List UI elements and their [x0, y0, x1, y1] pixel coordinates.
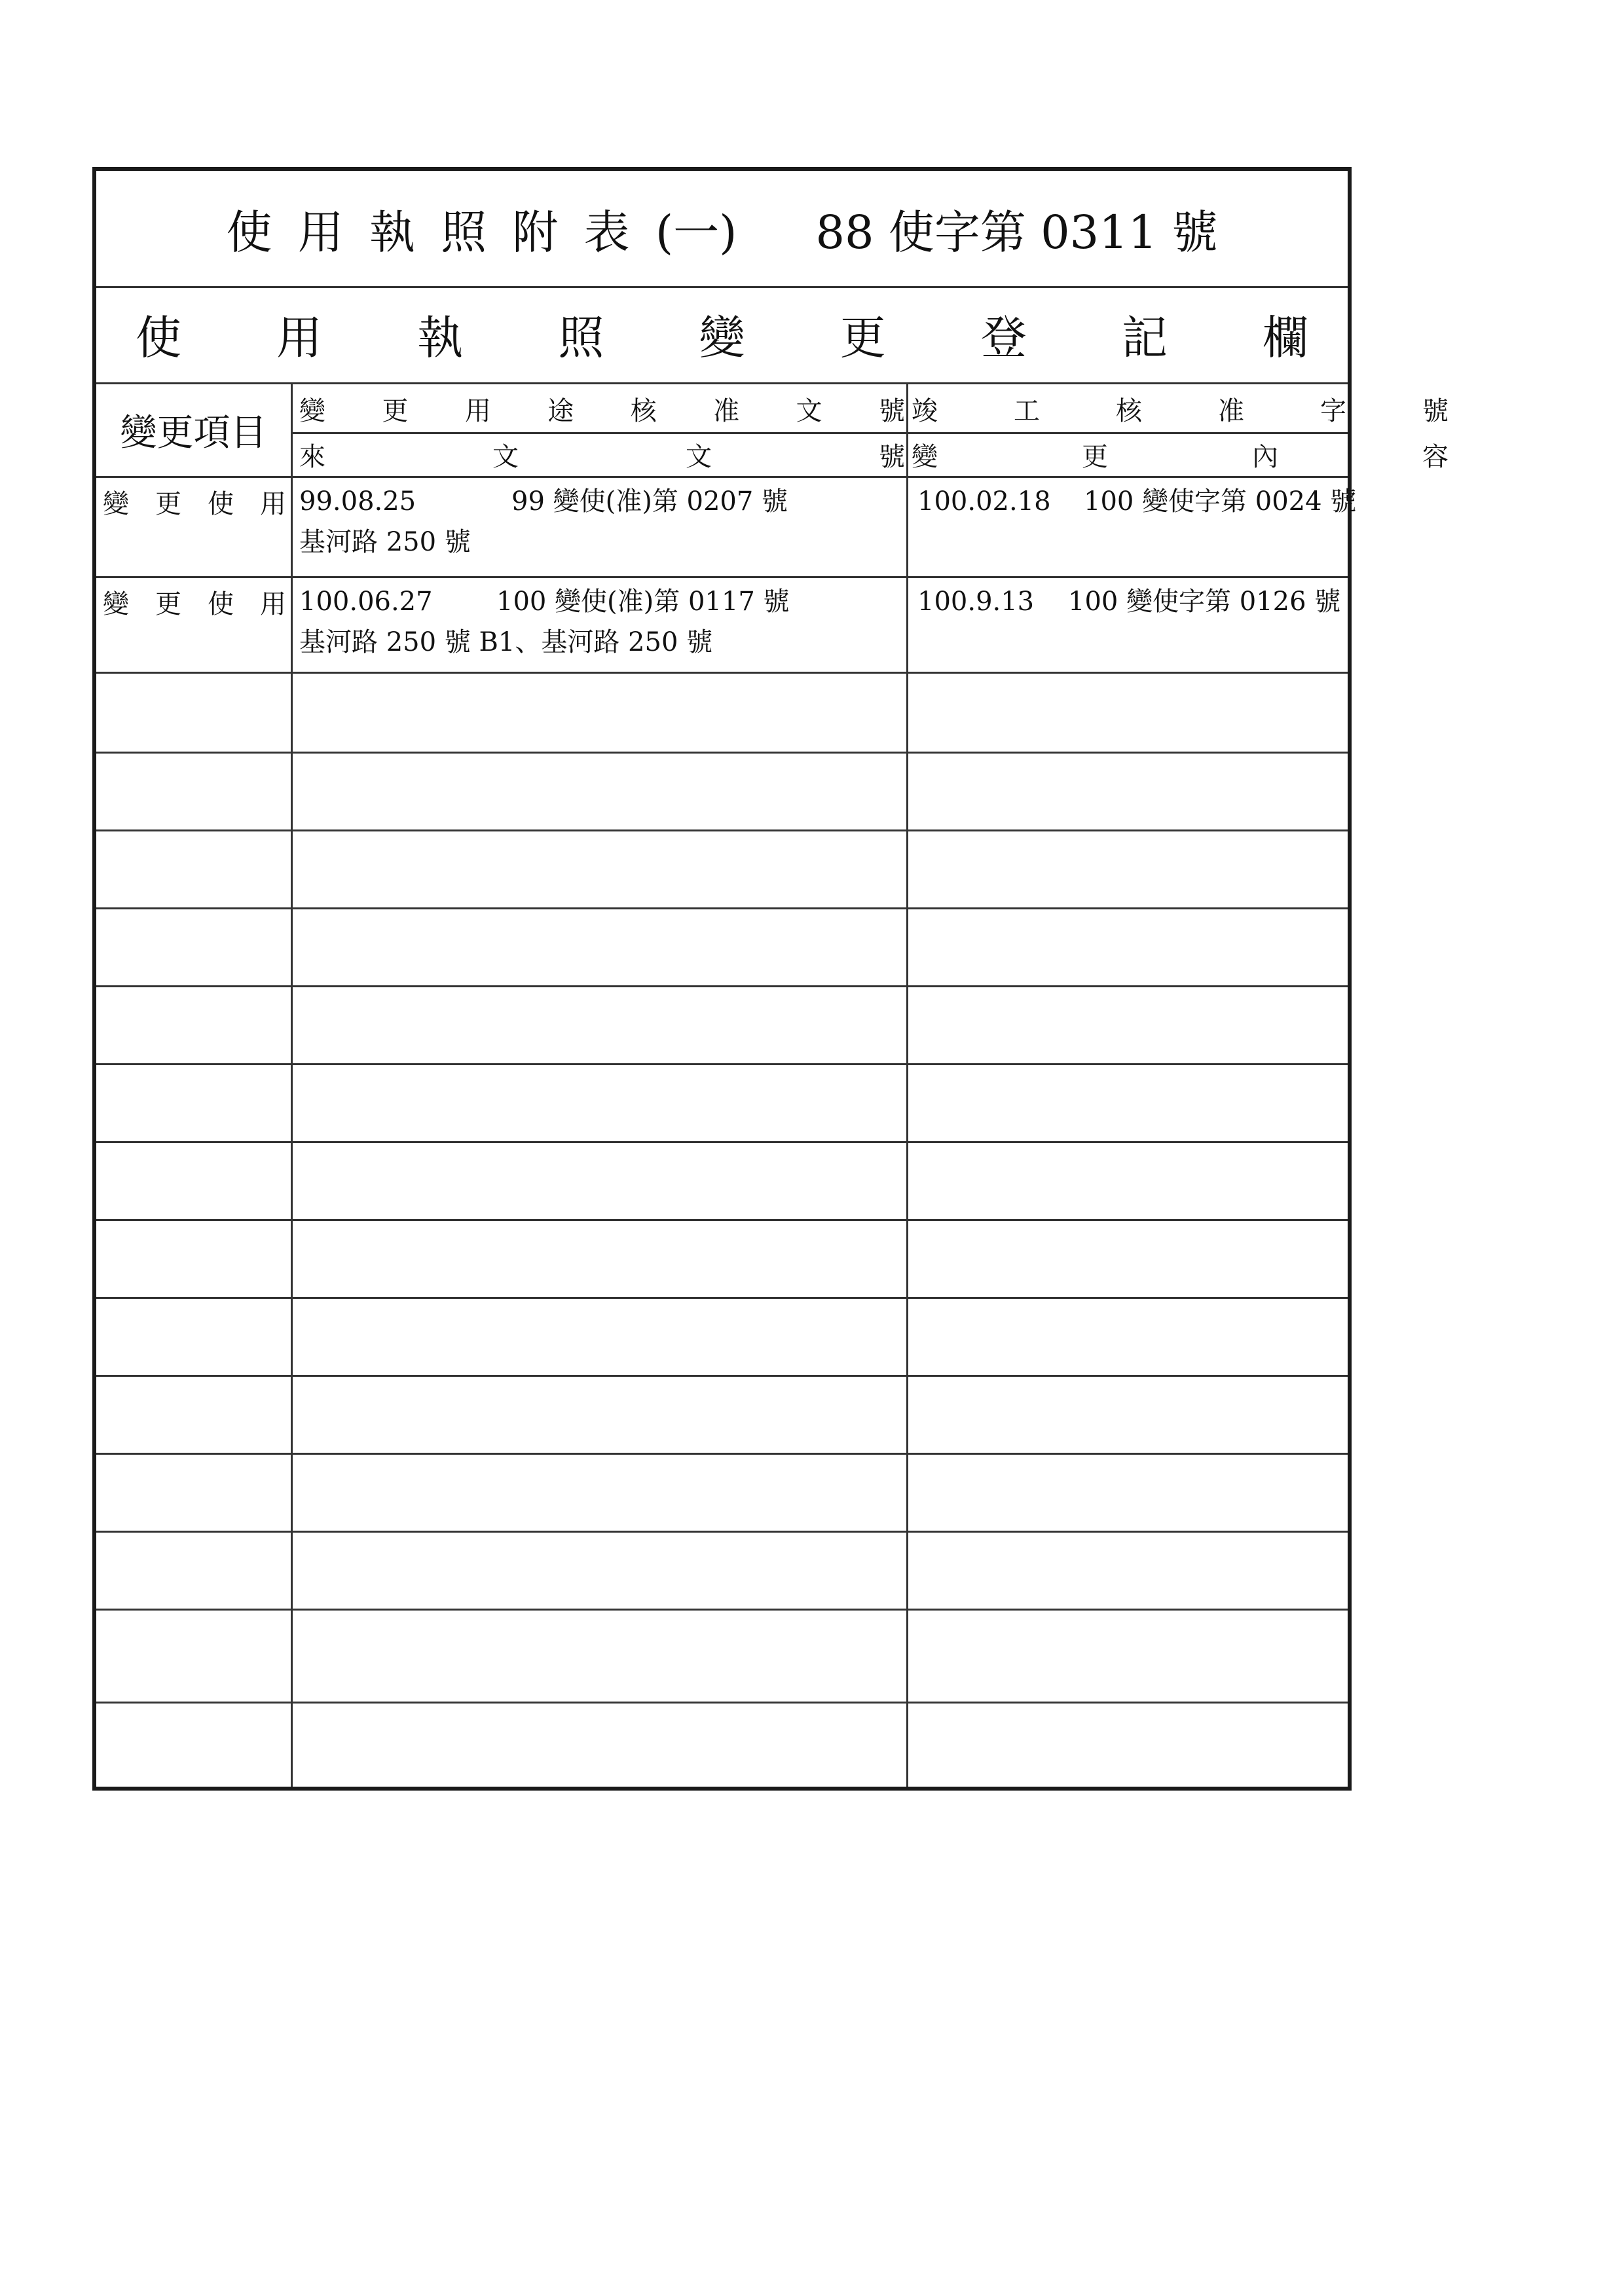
- title-char: 用: [297, 205, 344, 259]
- header-char: 號: [1422, 395, 1449, 426]
- header-char: 變: [912, 441, 938, 472]
- header-char: 更: [1082, 441, 1108, 472]
- divider: [96, 907, 1348, 909]
- divider: [96, 1531, 1348, 1533]
- header-char: 號: [879, 441, 905, 472]
- header-change-content: [912, 434, 1449, 475]
- section-char: 照: [558, 311, 604, 365]
- row-completion-no: 100 變使字第 0024 號: [1084, 486, 1357, 517]
- permit-table-frame: [92, 167, 1449, 1791]
- section-title: [136, 286, 1308, 382]
- section-char: 登: [980, 311, 1027, 365]
- item-char: 使: [208, 589, 234, 619]
- header-char: 工: [1014, 395, 1040, 426]
- divider: [96, 1375, 1348, 1377]
- row-completion-date: 100.02.18: [917, 486, 1051, 517]
- header-char: 內: [1252, 441, 1278, 472]
- divider: [96, 752, 1348, 754]
- page-title-left: [227, 196, 737, 262]
- row-completion-date: 100.9.13: [917, 587, 1035, 617]
- title-char: (一): [655, 205, 737, 259]
- row-item-label: [103, 481, 286, 522]
- header-char: 來: [299, 441, 325, 472]
- title-char: 表: [583, 205, 630, 259]
- header-incoming-doc: [299, 434, 905, 475]
- divider: [96, 672, 1348, 674]
- item-char: 使: [208, 488, 234, 519]
- divider: [96, 1063, 1348, 1065]
- divider: [96, 1702, 1348, 1704]
- header-char: 途: [547, 395, 574, 426]
- item-char: 變: [103, 589, 129, 619]
- header-char: 文: [796, 395, 822, 426]
- item-char: 變: [103, 488, 129, 519]
- row-approval-date: 100.06.27: [299, 587, 433, 617]
- divider: [96, 576, 1348, 578]
- header-char: 准: [713, 395, 740, 426]
- divider: [96, 1141, 1348, 1143]
- item-char: 用: [260, 589, 286, 619]
- section-char: 執: [417, 311, 464, 365]
- header-char: 更: [382, 395, 409, 426]
- section-char: 記: [1121, 311, 1168, 365]
- header-char: 核: [1116, 395, 1142, 426]
- divider: [96, 829, 1348, 831]
- header-char: 准: [1218, 395, 1244, 426]
- row-approval-doc-no: 99 變使(准)第 0207 號: [511, 486, 788, 517]
- column-divider: [291, 382, 293, 1787]
- section-char: 變: [699, 311, 745, 365]
- permit-number: 88 使字第 0311 號: [815, 205, 1218, 259]
- header-char: 核: [630, 395, 657, 426]
- divider: [96, 476, 1348, 478]
- header-approval-doc: [299, 388, 905, 429]
- divider: [96, 985, 1348, 987]
- title-char: 照: [441, 205, 487, 259]
- divider: [96, 1219, 1348, 1221]
- header-char: 變: [299, 395, 325, 426]
- item-char: 更: [155, 488, 181, 519]
- header-char: 字: [1320, 395, 1346, 426]
- divider: [96, 1609, 1348, 1611]
- column-divider: [906, 382, 908, 1787]
- title-char: 執: [369, 205, 415, 259]
- header-char: 用: [464, 395, 491, 426]
- section-char: 用: [276, 311, 323, 365]
- header-char: 竣: [912, 395, 938, 426]
- divider: [96, 1297, 1348, 1299]
- row-address: 基河路 250 號: [299, 527, 471, 557]
- header-completion-no: [912, 388, 1449, 429]
- title-char: 使: [226, 205, 272, 259]
- row-completion-no: 100 變使字第 0126 號: [1068, 587, 1341, 617]
- item-char: 用: [260, 488, 286, 519]
- section-char: 使: [136, 311, 181, 365]
- header-change-item: 變更項目: [120, 412, 267, 454]
- section-char: 欄: [1263, 311, 1308, 365]
- row-item-label: [103, 581, 286, 622]
- row-approval-doc-no: 100 變使(准)第 0117 號: [496, 587, 790, 617]
- header-char: 文: [492, 441, 519, 472]
- item-char: 更: [155, 589, 181, 619]
- header-char: 容: [1422, 441, 1449, 472]
- row-address: 基河路 250 號 B1、基河路 250 號: [299, 627, 713, 657]
- page-title: [96, 171, 1348, 286]
- section-char: 更: [840, 311, 886, 365]
- header-char: 號: [878, 395, 905, 426]
- divider: [96, 1453, 1348, 1455]
- row-approval-date: 99.08.25: [299, 486, 416, 517]
- title-char: 附: [512, 205, 559, 259]
- header-char: 文: [686, 441, 712, 472]
